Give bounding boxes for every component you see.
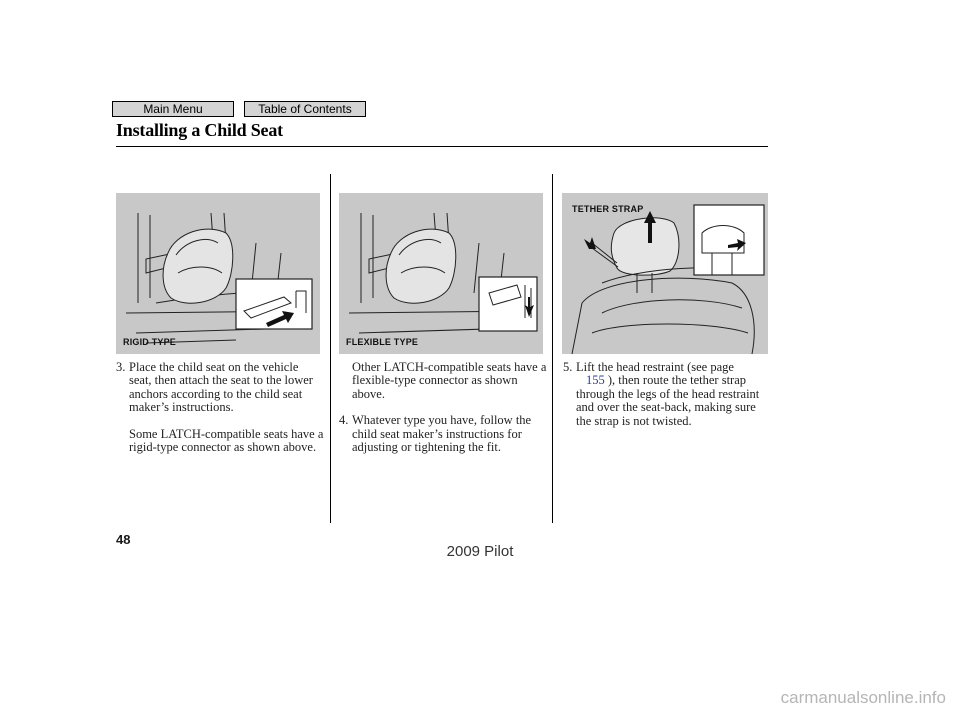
main-menu-button[interactable]: Main Menu xyxy=(112,101,234,117)
step-3 xyxy=(116,361,324,415)
tether-strap-illustration xyxy=(562,193,768,354)
step-5-text-start: Lift the head restraint (see page xyxy=(576,360,734,374)
flexible-type-label: FLEXIBLE TYPE xyxy=(346,337,419,347)
tether-strap-label: TETHER STRAP xyxy=(572,204,644,214)
section-title: Installing a Child Seat xyxy=(116,120,283,140)
step-5 xyxy=(563,361,769,428)
step-3-text: Place the child seat on the vehicle seat, then attach the seat to the lower anchors according to the child seat maker’s instructions. xyxy=(129,360,313,415)
column-divider-1 xyxy=(330,174,331,523)
rigid-seat-drawing xyxy=(116,193,320,354)
flexible-connector-note: Other LATCH-compatible seats have a flexible-type connector as shown above. xyxy=(352,360,547,401)
column-2-text xyxy=(339,361,549,454)
flexible-seat-drawing xyxy=(339,193,543,354)
table-of-contents-button[interactable]: Table of Contents xyxy=(244,101,366,117)
column-divider-2 xyxy=(552,174,553,523)
rigid-type-illustration xyxy=(116,193,320,354)
watermark: carmanualsonline.info xyxy=(780,688,946,707)
rigid-type-label: RIGID TYPE xyxy=(123,337,177,347)
tether-drawing xyxy=(562,193,768,354)
header-rule xyxy=(116,146,768,147)
step-4-number: 4. xyxy=(339,413,349,428)
page-155-link[interactable]: 155 xyxy=(586,373,605,388)
step-5-text-end: ), then route the tether strap through the legs of the head restraint and over the seat-back, making sure the strap is not twisted. xyxy=(576,373,760,428)
page-number: 48 xyxy=(116,532,131,547)
step-4-text: Whatever type you have, follow the child seat maker’s instructions for adjusting or tightening the fit. xyxy=(352,413,532,455)
column-1-text xyxy=(116,361,324,454)
step-3-number: 3. xyxy=(116,360,126,374)
rigid-connector-note: Some LATCH-compatible seats have a rigid-type connector as shown above. xyxy=(129,426,324,455)
footer-model: 2009 Pilot xyxy=(446,543,514,560)
step-5-number: 5. xyxy=(563,360,573,374)
column-3-text xyxy=(563,361,769,428)
step-4 xyxy=(339,414,549,454)
flexible-type-illustration xyxy=(339,193,543,354)
